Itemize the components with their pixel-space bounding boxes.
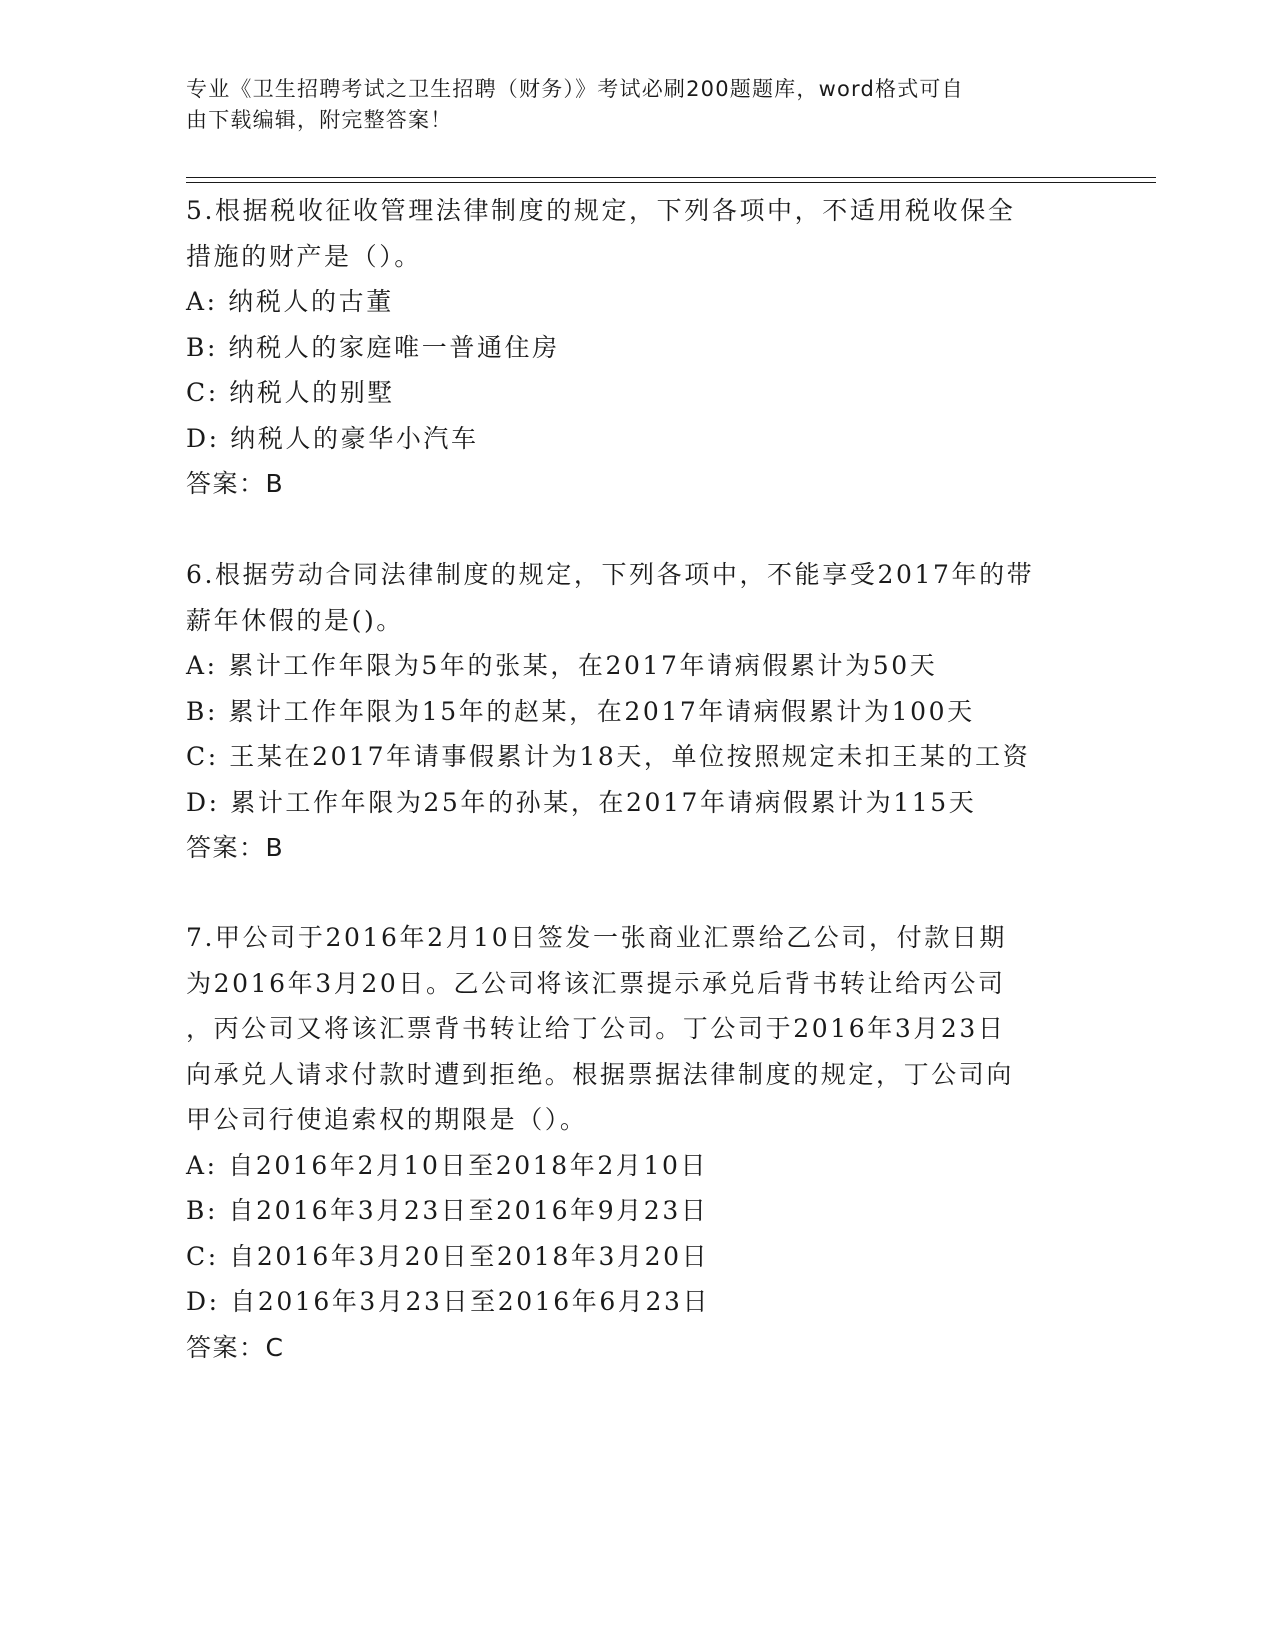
option-b: B: 纳税人的家庭唯一普通住房 [186,332,560,362]
question-stem-line: 向承兑人请求付款时遭到拒绝。根据票据法律制度的规定，丁公司向 [186,1059,1015,1089]
header-divider-top [186,177,1156,178]
question-stem-line: 措施的财产是（）。 [186,241,422,271]
question-6 [186,552,1086,871]
option-c: C: 王某在2017年请事假累计为18天，单位按照规定未扣王某的工资 [186,742,1031,771]
question-stem-line: 7.甲公司于2016年2月10日签发一张商业汇票给乙公司，付款日期 [186,923,1007,952]
question-7 [186,915,1086,1370]
question-stem-line: 5.根据税收征收管理法律制度的规定，下列各项中，不适用税收保全 [186,196,1016,225]
option-b: B: 累计工作年限为15年的赵某，在2017年请病假累计为100天 [186,696,975,726]
option-d: D: 纳税人的豪华小汽车 [186,423,479,453]
document-header [186,74,1066,136]
question-stem-line: 为2016年3月20日。乙公司将该汇票提示承兑后背书转让给丙公司 [186,968,1006,998]
option-d: D: 累计工作年限为25年的孙某，在2017年请病假累计为115天 [186,787,977,817]
option-c: C: 纳税人的别墅 [186,378,395,407]
question-stem-line: 甲公司行使追索权的期限是（）。 [186,1105,588,1134]
question-stem-line: 6.根据劳动合同法律制度的规定，下列各项中，不能享受2017年的带 [186,560,1035,589]
header-divider-bottom [186,182,1156,183]
option-b: B: 自2016年3月23日至2016年9月23日 [186,1196,709,1225]
option-d: D: 自2016年3月23日至2016年6月23日 [186,1287,711,1316]
option-a: A: 纳税人的古董 [186,287,394,316]
question-stem-line: ，丙公司又将该汇票背书转让给丁公司。丁公司于2016年3月23日 [186,1014,1006,1043]
answer-line: 答案：C [186,1332,285,1362]
header-intro-line-1: 专业《卫生招聘考试之卫生招聘（财务）》考试必刷200题题库，word格式可自 [186,77,964,101]
option-a: A: 自2016年2月10日至2018年2月10日 [186,1150,709,1180]
option-c: C: 自2016年3月20日至2018年3月20日 [186,1241,710,1271]
question-5 [186,188,1086,507]
option-a: A: 累计工作年限为5年的张某，在2017年请病假累计为50天 [186,651,938,680]
answer-line: 答案：B [186,469,285,498]
header-intro-line-2: 由下载编辑，附完整答案！ [186,108,453,132]
question-stem-line: 薪年休假的是()。 [186,605,404,635]
answer-line: 答案：B [186,833,285,862]
